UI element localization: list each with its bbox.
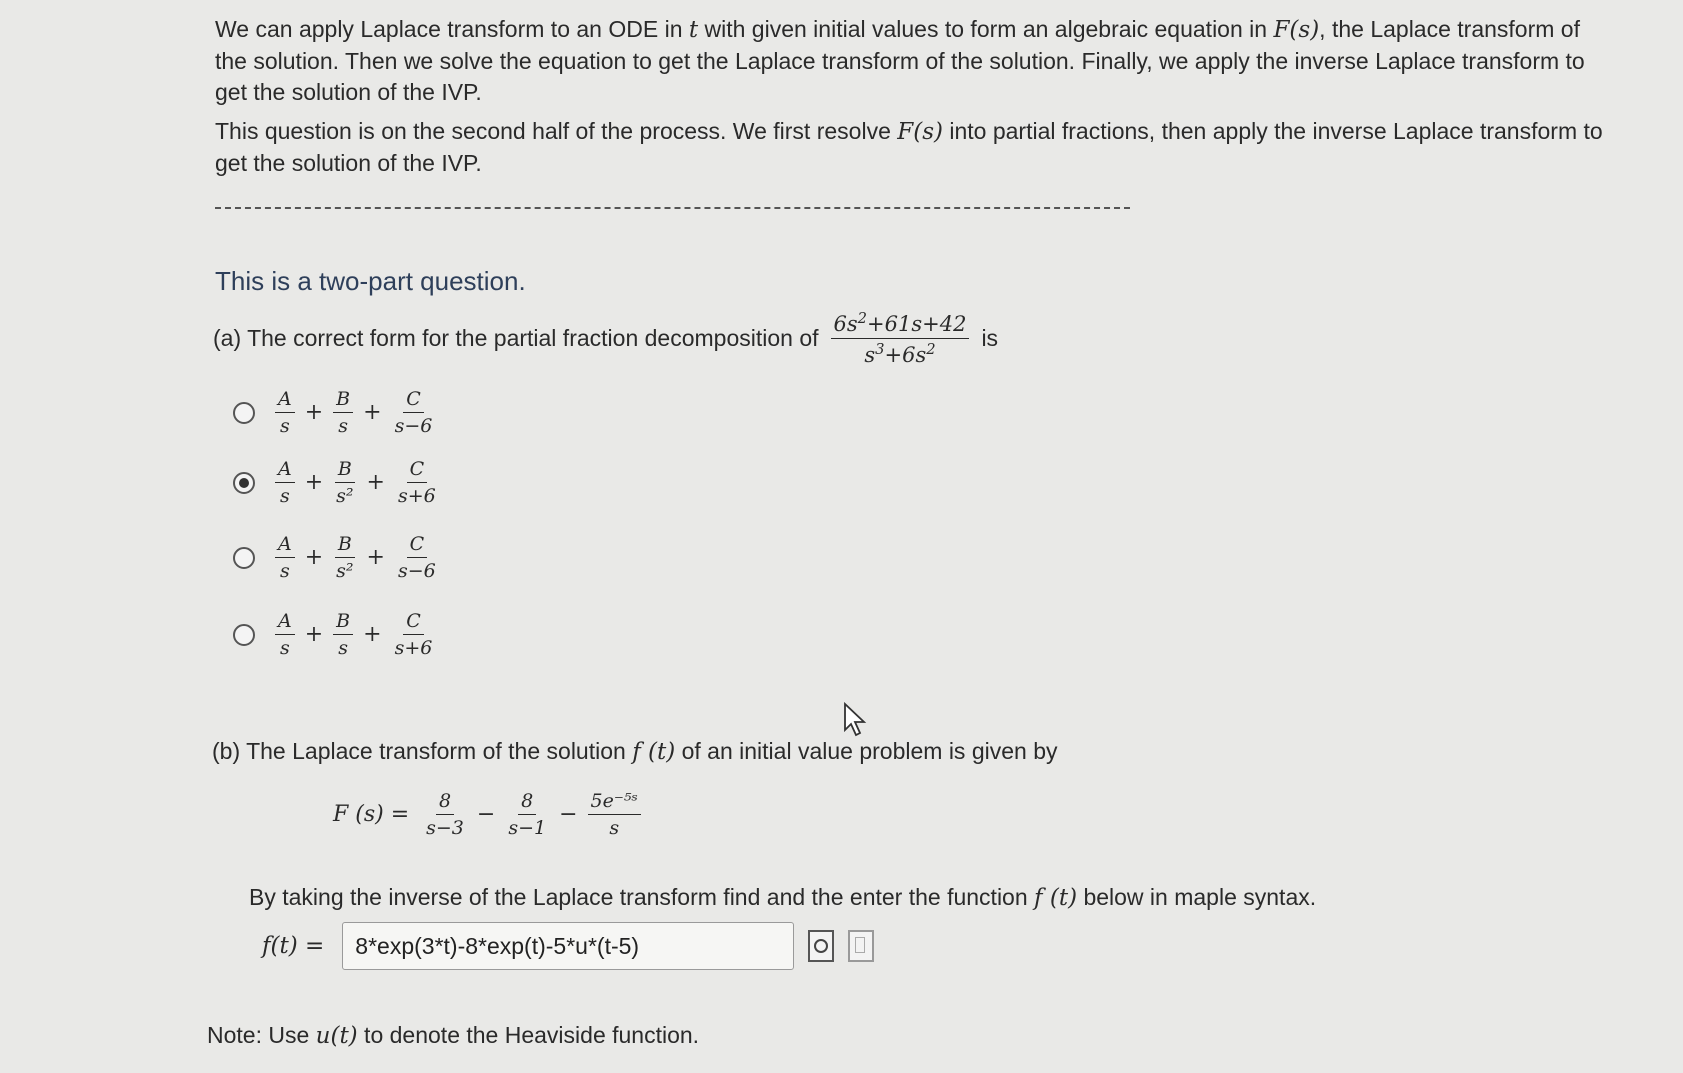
frac-den: s <box>338 637 349 659</box>
math-Fs: F(s) <box>897 119 943 145</box>
frac-num: A <box>275 388 295 413</box>
math-t: t <box>688 17 699 43</box>
fraction <box>395 458 439 507</box>
fraction <box>395 533 439 582</box>
minus-sign: − <box>559 802 578 827</box>
help-document-icon[interactable] <box>848 930 874 962</box>
plus-sign: + <box>366 545 385 570</box>
frac-den: s+6 <box>397 485 436 507</box>
frac-num: A <box>275 458 295 483</box>
plus-sign: + <box>304 400 324 425</box>
plus-sign: + <box>304 545 324 570</box>
option-2[interactable] <box>233 458 445 507</box>
frac-den: s+6 <box>394 637 433 659</box>
fraction <box>275 388 295 437</box>
answer-label: f(t) = <box>262 933 325 959</box>
fraction <box>588 790 641 839</box>
mouse-cursor-icon <box>843 702 869 738</box>
intro-paragraph-1 <box>215 14 1615 108</box>
frac-den: s <box>609 817 620 839</box>
frac-num: C <box>407 458 428 483</box>
frac-num: 5e⁻⁵ˢ <box>588 790 641 815</box>
intro-text <box>215 14 1615 187</box>
part-a-prompt <box>213 310 998 367</box>
fraction <box>333 533 356 582</box>
frac-num: C <box>407 533 428 558</box>
frac-den: s <box>279 560 290 582</box>
instruction-segment: By taking the inverse of the Laplace transform find and the enter the function <box>249 884 1035 910</box>
part-a-suffix: is <box>981 325 999 351</box>
fraction <box>275 533 295 582</box>
fraction <box>392 610 436 659</box>
part-b-prompt <box>212 738 1057 765</box>
frac-den: s−6 <box>394 415 433 437</box>
radio-button[interactable] <box>233 624 255 646</box>
option-4[interactable] <box>233 610 441 659</box>
radio-button-selected[interactable] <box>233 472 255 494</box>
plus-sign: + <box>366 470 385 495</box>
note-text <box>207 1022 699 1049</box>
intro-text-segment: , the Laplace transform of the solution. Then we solve the equation to get the Laplace transform of the solution. Finally, we apply the inverse Laplace transform to get the solution of the IVP. <box>215 16 1585 105</box>
fraction <box>333 388 353 437</box>
preview-icon[interactable] <box>808 930 834 962</box>
frac-num: 8 <box>436 790 454 815</box>
plus-sign: + <box>304 470 324 495</box>
two-part-heading: This is a two-part question. <box>215 266 526 296</box>
frac-den: s <box>279 485 290 507</box>
math-Fs: F(s) <box>1273 17 1320 43</box>
fraction <box>275 610 295 659</box>
intro-text-segment: We can apply Laplace transform to an ODE in <box>215 16 689 42</box>
frac-den: s² <box>336 560 354 582</box>
fraction <box>392 388 436 437</box>
fraction <box>423 790 467 839</box>
plus-sign: + <box>363 622 382 647</box>
frac-num: C <box>403 388 424 413</box>
frac-num: B <box>333 610 353 635</box>
laplace-equation <box>333 790 647 839</box>
frac-den: s−1 <box>508 817 547 839</box>
answer-row <box>262 922 874 970</box>
frac-den: s <box>338 415 349 437</box>
frac-num: 8 <box>518 790 536 815</box>
part-b-prefix-end: of an initial value problem is given by <box>675 738 1058 764</box>
fraction <box>333 610 353 659</box>
fraction <box>505 790 549 839</box>
frac-num: B <box>333 388 353 413</box>
radio-button[interactable] <box>233 402 255 424</box>
frac-num: A <box>275 610 295 635</box>
plus-sign: + <box>304 622 324 647</box>
answer-input[interactable]: 8*exp(3*t)-8*exp(t)-5*u*(t-5) <box>342 922 794 970</box>
target-fraction-numerator: $6s^2+61s+42$ <box>831 310 970 339</box>
frac-den: s−3 <box>426 817 464 839</box>
intro-paragraph-2 <box>215 116 1615 179</box>
part-a-prefix: (a) The correct form for the partial fraction decomposition of <box>213 325 819 351</box>
option-3[interactable] <box>233 533 445 582</box>
note-segment: to denote the Heaviside function. <box>357 1022 700 1048</box>
intro-text-segment: into partial fractions, then apply the inverse Laplace transform to get the solution of the IVP. <box>215 118 1603 176</box>
instruction-segment: below in maple syntax. <box>1077 884 1317 910</box>
intro-text-segment: with given initial values to form an algebraic equation in <box>698 16 1274 42</box>
frac-num: B <box>335 533 355 558</box>
equation-lhs: F (s) = <box>333 802 410 827</box>
target-fraction <box>831 310 970 367</box>
math-ft: f (t) <box>1034 885 1078 911</box>
option-1[interactable] <box>233 388 441 437</box>
frac-num: B <box>335 458 355 483</box>
part-b-prefix: (b) The Laplace transform of the solution <box>212 738 633 764</box>
intro-text-segment: This question is on the second half of the process. We first resolve <box>215 118 898 144</box>
minus-sign: − <box>476 802 496 827</box>
frac-den: s <box>279 637 290 659</box>
frac-den: s² <box>336 485 354 507</box>
frac-den: s−6 <box>397 560 436 582</box>
math-ut: u(t) <box>315 1023 358 1049</box>
fraction <box>275 458 295 507</box>
plus-sign: + <box>363 400 382 425</box>
frac-num: A <box>275 533 295 558</box>
instruction-text <box>249 884 1316 911</box>
math-ft: f (t) <box>632 739 676 765</box>
frac-num: C <box>403 610 424 635</box>
frac-den: s <box>279 415 290 437</box>
fraction <box>333 458 356 507</box>
note-segment: Note: Use <box>207 1022 316 1048</box>
radio-button[interactable] <box>233 547 255 569</box>
target-fraction-denominator: $s^3+6s^2$ <box>864 341 936 367</box>
dashed-divider <box>215 207 1130 209</box>
